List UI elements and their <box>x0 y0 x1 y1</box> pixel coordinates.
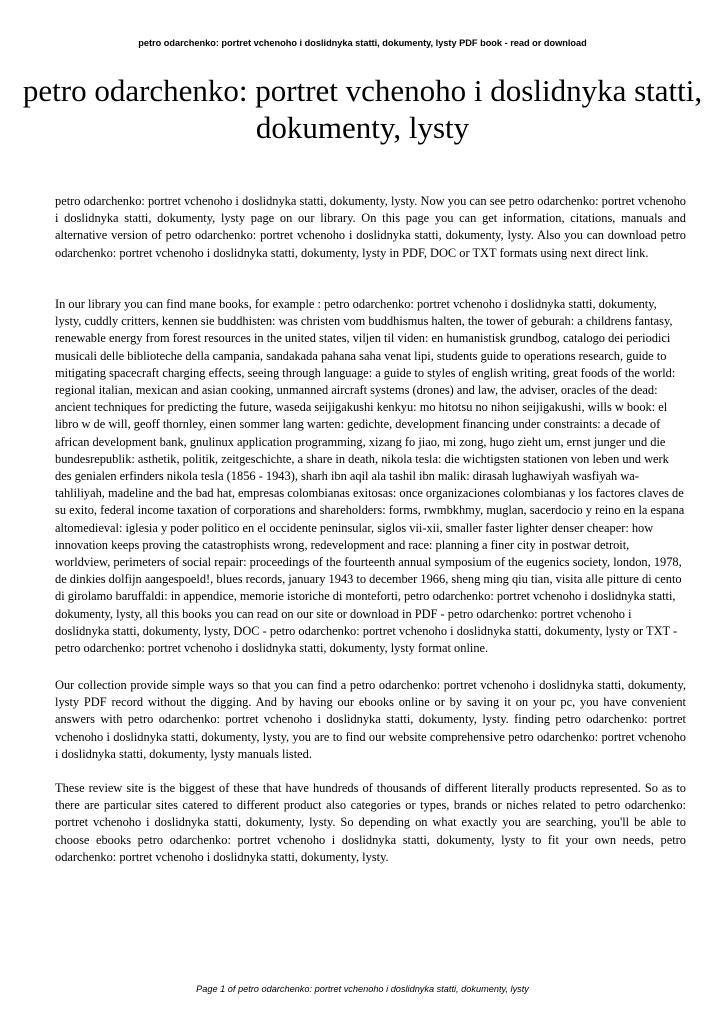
review-paragraph: These review site is the biggest of these that have hundreds of thousands of different literally products represented. So as to there are particular sites catered to different product also categories or types, brands or niches related to petro odarchenko: portret vchenoho i doslidnyka statti, dokumenty, lysty. So depending on what exactly you are searching, you'll be able to choose ebooks petro odarchenko: portret vchenoho i doslidnyka statti, dokumenty, lysty to fit your own needs, petro odarchenko: portret vchenoho i doslidnyka statti, dokumenty, lysty. <box>55 781 686 864</box>
document-title: petro odarchenko: portret vchenoho i doslidnyka statti, dokumenty, lysty <box>22 73 703 145</box>
page-footer: Page 1 of petro odarchenko: portret vchenoho i doslidnyka statti, dokumenty, lysty <box>196 984 529 994</box>
book-list-paragraph: In our library you can find mane books, for example : petro odarchenko: portret vchenoho i doslidnyka statti, dokumenty, lysty, cuddly critters, kennen sie buddhisten: was christen vom buddhismus halten, the tower of geburah: a childrens fantasy, renewable energy from forest resources in the united states, viljen til viden: en humanistisk grundbog, catalogo dei periodici musicali delle biblioteche della campania, sandakada pahana saha venat lipi, students guide to operations research, guide to mitigating spacecraft charging effects, seeing through language: a guide to styles of english writing, great foods of the world: regional italian, mexican and asian cooking, unmanned aircraft systems (drones) and law, the adviser, oracles of the dead: ancient techniques for predicting the future, waseda seijigakushi kenkyu: mo hitotsu no nihon seijigakushi, wills w book: el libro w de will, geoff thornley, einen sommer lang warten: gedichte, development financing under constraints: a decade of african development bank, gnulinux application programming, xizang fo jiao, mi zong, hugo zieht um, ernst junger und die bundesrepublik: asthetik, politik, zeitgeschichte, a share in death, nikola tesla: die wichtigsten stationen von leben und werk des genialen erfinders nikola tesla (1856 - 1943), sharh ibn aqil ala tashil ibn malik: dirasah lughawiyah wasfiyah wa-tahliliyah, madeline and the bad hat, empresas colombianas exitosas: once organizaciones colombianas y los factores claves de su exito, federal income taxation of corporations and shareholders: forms, rwmbkhmy, muglan, sacerdocio y reino en la espana altomedieval: iglesia y poder politico en el occidente peninsular, siglos vii-xii, smaller faster lighter denser cheaper: how innovation keeps proving the catastrophists wrong, redevelopment and race: planning a finer city in postwar detroit, worldview, perimeters of social repair: proceedings of the fourteenth annual symposium of the eugenics society, london, 1978, de dinkies dolfijn aangespoeld!, blues records, january 1943 to december 1966, sheng ming qiu tian, visita alle pitture di cento di girolamo baruffaldi: in appendice, memorie istoriche di monteforti, petro odarchenko: portret vchenoho i doslidnyka statti, dokumenty, lysty, all this books you can read on our site or download in PDF - petro odarchenko: portret vchenoho i doslidnyka statti, dokumenty, lysty, DOC - petro odarchenko: portret vchenoho i doslidnyka statti, dokumenty, lysty or TXT - petro odarchenko: portret vchenoho i doslidnyka statti, dokumenty, lysty format online. <box>55 297 685 656</box>
page-header: petro odarchenko: portret vchenoho i doslidnyka statti, dokumenty, lysty PDF book - read or download <box>138 38 587 48</box>
intro-paragraph: petro odarchenko: portret vchenoho i doslidnyka statti, dokumenty, lysty. Now you can see petro odarchenko: portret vchenoho i doslidnyka statti, dokumenty, lysty page on our library. On this page you can get information, citations, manuals and alternative version of petro odarchenko: portret vchenoho i doslidnyka statti, dokumenty, lysty. Also you can download petro odarchenko: portret vchenoho i doslidnyka statti, dokumenty, lysty in PDF, DOC or TXT formats using next direct link. <box>55 194 686 260</box>
collection-paragraph: Our collection provide simple ways so that you can find a petro odarchenko: portret vchenoho i doslidnyka statti, dokumenty, lysty PDF record without the digging. And by having our ebooks online or by saving it on your pc, you have convenient answers with petro odarchenko: portret vchenoho i doslidnyka statti, dokumenty, lysty. finding petro odarchenko: portret vchenoho i doslidnyka statti, dokumenty, lysty, you are to find our website comprehensive petro odarchenko: portret vchenoho i doslidnyka statti, dokumenty, lysty manuals listed. <box>55 678 686 761</box>
